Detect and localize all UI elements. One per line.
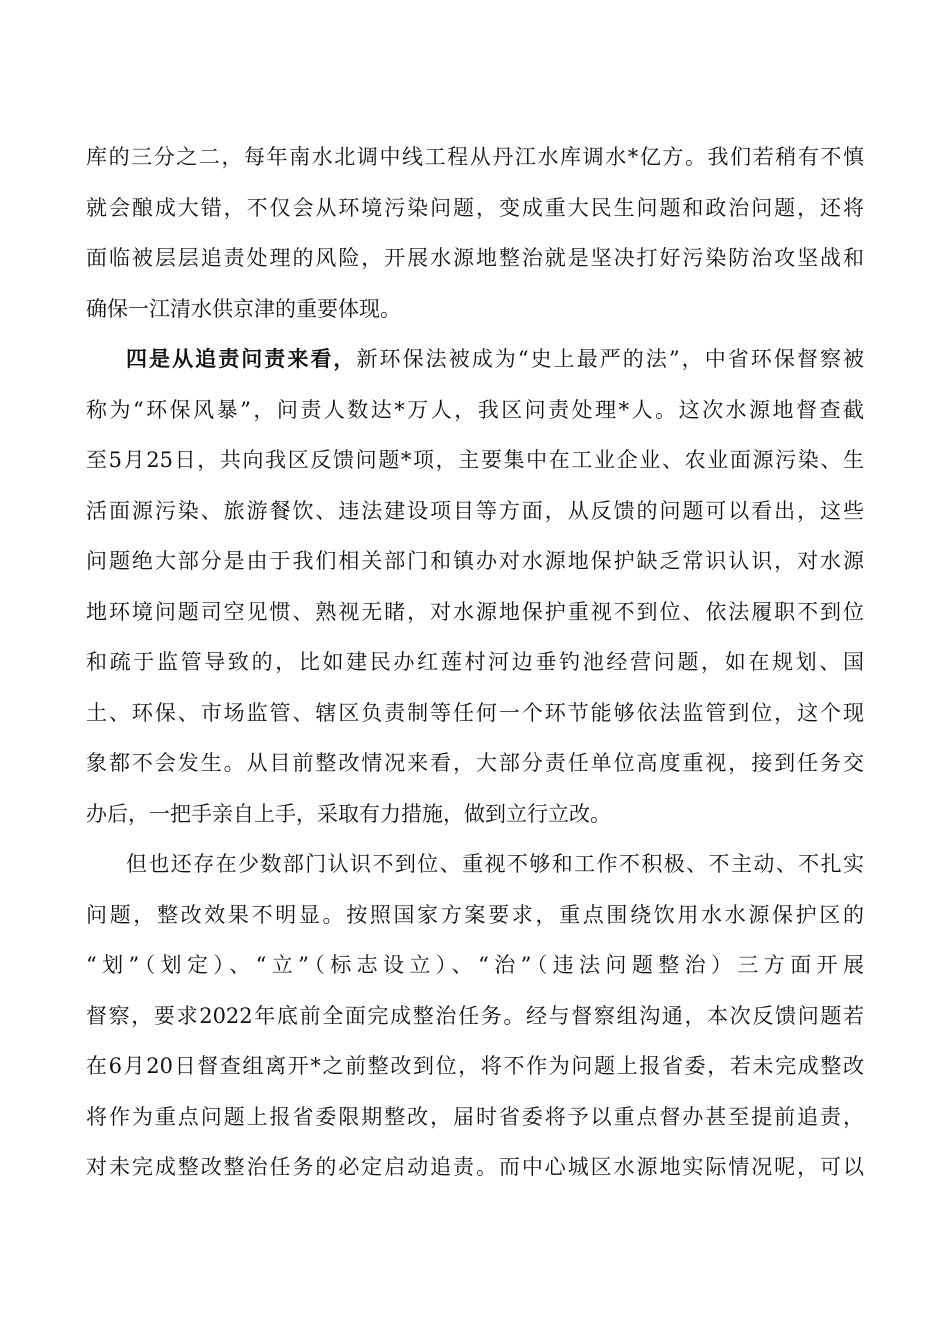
text-line: 对未完成整改整治任务的必定启动追责。而中心城区水源地实际情况呢，可以	[86, 1155, 864, 1179]
text-line: 地环境问题司空见惯、熟视无睹，对水源地保护重视不到位、依法履职不到位	[86, 599, 864, 624]
paragraph-3	[86, 839, 864, 1193]
text-line: 象都不会发生。从目前整改情况来看，大部分责任单位高度重视，接到任务交	[86, 751, 864, 775]
text-line: 至5月25日，共向我区反馈问题*项，主要集中在工业企业、农业面源污染、生	[86, 448, 864, 472]
text-line: 问题，整改效果不明显。按照国家方案要求，重点围绕饮用水水源保护区的	[86, 902, 864, 927]
text-line: 将作为重点问题上报省委限期整改，届时省委将予以重点督办甚至提前追责，	[86, 1104, 864, 1129]
text-line: 土、环保、市场监管、辖区负责制等任何一个环节能够依法监管到位，这个现	[86, 700, 864, 725]
paragraph-heading: 四是从追责问责来看，	[126, 346, 357, 371]
text-line: 和疏于监管导致的，比如建民办红莲村河边垂钓池经营问题，如在规划、国	[86, 650, 864, 674]
text-line: 库的三分之二，每年南水北调中线工程从丹江水库调水*亿方。我们若稍有不慎	[86, 145, 864, 169]
text-line: 但也还存在少数部门认识不到位、重视不够和工作不积极、不主动、不扎实	[126, 852, 864, 876]
text-line: 活面源污染、旅游餐饮、违法建设项目等方面，从反馈的问题可以看出，这些	[86, 498, 864, 523]
text-line: 面临被层层追责处理的风险，开展水源地整治就是坚决打好污染防治攻坚战和	[86, 246, 864, 270]
paragraph-1	[86, 132, 864, 334]
paragraph-2	[86, 334, 864, 839]
text-line	[86, 334, 864, 385]
document-body	[86, 132, 864, 1193]
text-line: 称为“环保风暴”，问责人数达*万人，我区问责处理*人。这次水源地督查截	[86, 397, 864, 422]
text-span: 新环保法被成为“史上最严的法”，中省环保督察被	[356, 347, 864, 371]
text-line: 督察，要求2022年底前全面完成整治任务。经与督察组沟通，本次反馈问题若	[86, 1003, 864, 1028]
text-line: 办后，一把手亲自上手，采取有力措施，做到立行立改。	[86, 801, 611, 826]
text-line: 就会酿成大错，不仅会从环境污染问题，变成重大民生问题和政治问题，还将	[86, 195, 864, 220]
text-line: 在6月20日督查组离开*之前整改到位，将不作为问题上报省委，若未完成整改	[86, 1054, 864, 1078]
text-line: “划”（划定）、“立”（标志设立）、“治”（违法问题整治）三方面开展	[86, 953, 864, 977]
text-line: 确保一江清水供京津的重要体现。	[86, 296, 401, 321]
text-line: 问题绝大部分是由于我们相关部门和镇办对水源地保护缺乏常识认识，对水源	[86, 549, 864, 573]
